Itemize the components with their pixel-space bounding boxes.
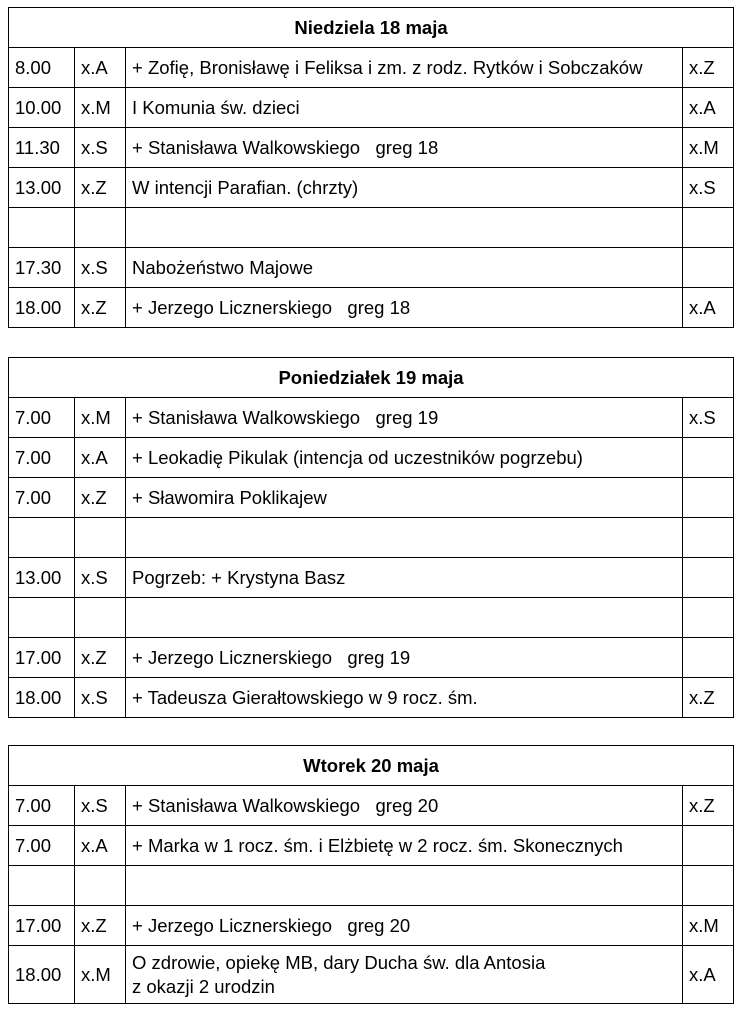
- mass-time: 17.00: [9, 906, 75, 946]
- table-row: [9, 398, 734, 438]
- mass-time: 18.00: [9, 946, 75, 1004]
- table-row: [9, 906, 734, 946]
- second-priest: x.Z: [683, 786, 734, 826]
- mass-time: 8.00: [9, 48, 75, 88]
- celebrant: x.A: [75, 826, 126, 866]
- second-priest: x.Z: [683, 48, 734, 88]
- mass-intention-line: z okazji 2 urodzin: [132, 975, 275, 997]
- table-row: [9, 678, 734, 718]
- empty-row: [9, 208, 734, 248]
- second-priest: [683, 866, 734, 906]
- table-row: [9, 638, 734, 678]
- table-row: [9, 248, 734, 288]
- mass-time: 18.00: [9, 288, 75, 328]
- table-row: [9, 288, 734, 328]
- day-header: Poniedziałek 19 maja: [9, 358, 734, 398]
- empty-row: [9, 518, 734, 558]
- mass-intention: [126, 866, 683, 906]
- mass-time: 13.00: [9, 168, 75, 208]
- mass-time: 18.00: [9, 678, 75, 718]
- celebrant: x.Z: [75, 168, 126, 208]
- second-priest: x.S: [683, 168, 734, 208]
- table-row: [9, 168, 734, 208]
- mass-intention: [126, 518, 683, 558]
- table-row: [9, 946, 734, 1004]
- schedule-table-monday: [8, 357, 734, 718]
- table-row: [9, 478, 734, 518]
- mass-intention: Pogrzeb: + Krystyna Basz: [126, 558, 683, 598]
- second-priest: [683, 598, 734, 638]
- mass-intention: [126, 598, 683, 638]
- table-row: [9, 88, 734, 128]
- mass-time: 17.00: [9, 638, 75, 678]
- celebrant: [75, 518, 126, 558]
- celebrant: x.S: [75, 786, 126, 826]
- second-priest: x.M: [683, 128, 734, 168]
- mass-intention: + Leokadię Pikulak (intencja od uczestników pogrzebu): [126, 438, 683, 478]
- table-row: [9, 48, 734, 88]
- mass-intention: [126, 208, 683, 248]
- mass-intention: + Stanisława Walkowskiego greg 19: [126, 398, 683, 438]
- second-priest: [683, 478, 734, 518]
- celebrant: x.A: [75, 438, 126, 478]
- second-priest: x.S: [683, 398, 734, 438]
- second-priest: [683, 248, 734, 288]
- second-priest: x.A: [683, 946, 734, 1004]
- celebrant: x.M: [75, 88, 126, 128]
- mass-time: 13.00: [9, 558, 75, 598]
- mass-time: [9, 866, 75, 906]
- mass-intention-line: O zdrowie, opiekę MB, dary Ducha św. dla Antosia: [132, 951, 546, 973]
- table-row: [9, 438, 734, 478]
- mass-intention: [126, 946, 683, 1004]
- mass-time: 17.30: [9, 248, 75, 288]
- mass-intention: + Stanisława Walkowskiego greg 20: [126, 786, 683, 826]
- mass-intention: + Jerzego Licznerskiego greg 20: [126, 906, 683, 946]
- mass-time: [9, 518, 75, 558]
- celebrant: x.M: [75, 398, 126, 438]
- mass-time: 7.00: [9, 826, 75, 866]
- celebrant: x.Z: [75, 288, 126, 328]
- mass-intention: + Sławomira Poklikajew: [126, 478, 683, 518]
- second-priest: [683, 208, 734, 248]
- second-priest: x.A: [683, 88, 734, 128]
- mass-intention: + Jerzego Licznerskiego greg 19: [126, 638, 683, 678]
- day-header: Wtorek 20 maja: [9, 746, 734, 786]
- schedule-table-sunday: [8, 7, 734, 328]
- mass-time: 10.00: [9, 88, 75, 128]
- mass-intention: + Marka w 1 rocz. śm. i Elżbietę w 2 rocz. śm. Skonecznych: [126, 826, 683, 866]
- celebrant: [75, 598, 126, 638]
- mass-intention: + Jerzego Licznerskiego greg 18: [126, 288, 683, 328]
- celebrant: x.Z: [75, 638, 126, 678]
- mass-intention: I Komunia św. dzieci: [126, 88, 683, 128]
- second-priest: x.M: [683, 906, 734, 946]
- mass-time: 7.00: [9, 478, 75, 518]
- celebrant: x.Z: [75, 478, 126, 518]
- celebrant: x.S: [75, 678, 126, 718]
- second-priest: x.A: [683, 288, 734, 328]
- celebrant: x.S: [75, 248, 126, 288]
- table-row: [9, 558, 734, 598]
- schedule-table-tuesday: [8, 745, 734, 1004]
- day-header: Niedziela 18 maja: [9, 8, 734, 48]
- mass-intention: + Zofię, Bronisławę i Feliksa i zm. z rodz. Rytków i Sobczaków: [126, 48, 683, 88]
- second-priest: [683, 558, 734, 598]
- celebrant: [75, 866, 126, 906]
- table-row: [9, 826, 734, 866]
- day-header-row: [9, 358, 734, 398]
- empty-row: [9, 598, 734, 638]
- mass-intention: + Stanisława Walkowskiego greg 18: [126, 128, 683, 168]
- mass-time: [9, 208, 75, 248]
- mass-intention: W intencji Parafian. (chrzty): [126, 168, 683, 208]
- celebrant: x.Z: [75, 906, 126, 946]
- mass-time: 7.00: [9, 438, 75, 478]
- celebrant: x.A: [75, 48, 126, 88]
- table-row: [9, 128, 734, 168]
- mass-time: [9, 598, 75, 638]
- mass-time: 7.00: [9, 398, 75, 438]
- day-header-row: [9, 746, 734, 786]
- mass-time: 11.30: [9, 128, 75, 168]
- second-priest: [683, 638, 734, 678]
- mass-intention: + Tadeusza Gierałtowskiego w 9 rocz. śm.: [126, 678, 683, 718]
- table-row: [9, 786, 734, 826]
- celebrant: x.S: [75, 128, 126, 168]
- day-header-row: [9, 8, 734, 48]
- mass-intention: Nabożeństwo Majowe: [126, 248, 683, 288]
- second-priest: [683, 438, 734, 478]
- second-priest: x.Z: [683, 678, 734, 718]
- mass-time: 7.00: [9, 786, 75, 826]
- empty-row: [9, 866, 734, 906]
- celebrant: x.S: [75, 558, 126, 598]
- celebrant: [75, 208, 126, 248]
- second-priest: [683, 826, 734, 866]
- second-priest: [683, 518, 734, 558]
- celebrant: x.M: [75, 946, 126, 1004]
